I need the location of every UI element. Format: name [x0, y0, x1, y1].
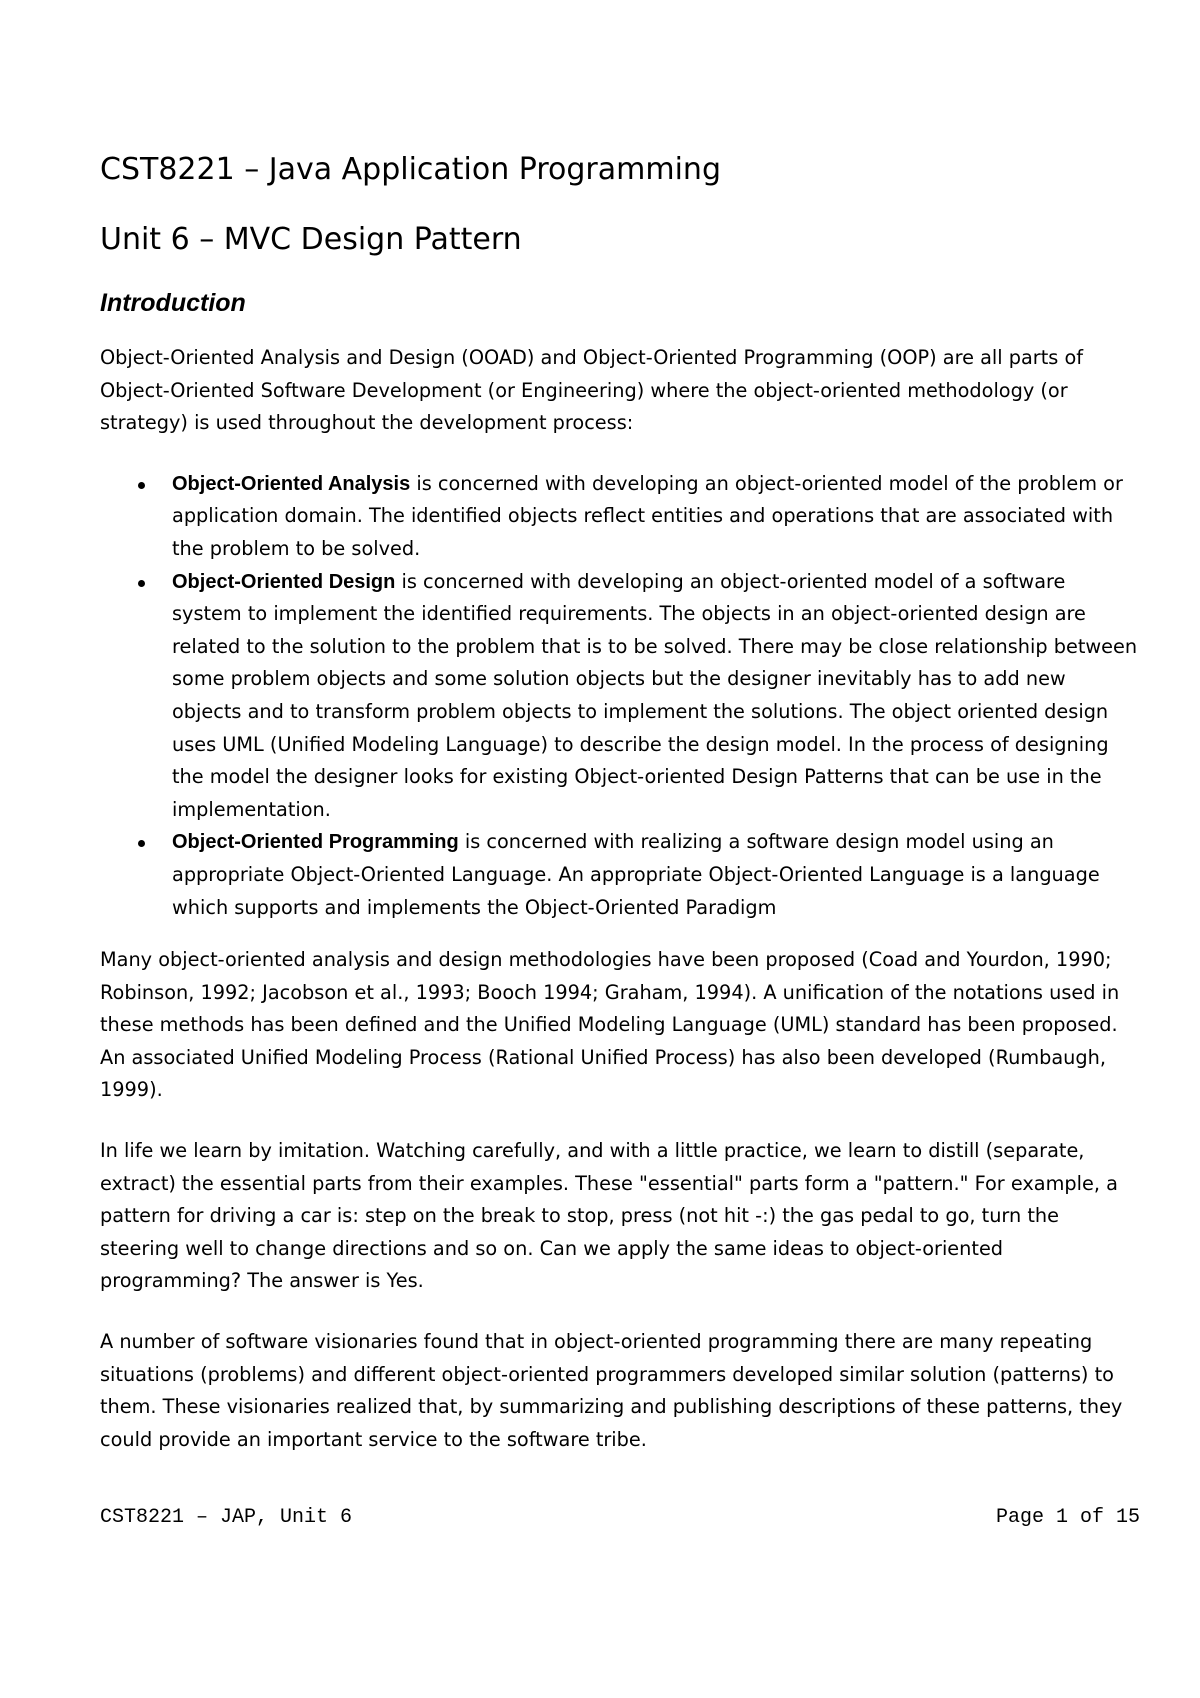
imitation-paragraph: In life we learn by imitation. Watching carefully, and with a little practice, we learn to distill (separate, extract) the essential parts from their examples. These "essential" parts form a "pattern." For example, a pattern for driving a car is: step on the break to stop, press (not hit -:) the gas pedal to go, turn the steering well to change directions and so on. Can we apply the same ideas to object-oriented programming? The answer is Yes. — [100, 1139, 1118, 1293]
page-content — [100, 148, 1140, 1484]
bullet-item-programming — [100, 826, 1140, 924]
intro-paragraph: Object-Oriented Analysis and Design (OOAD) and Object-Oriented Programming (OOP) are all parts of Object-Oriented Software Development (or Engineering) where the object-oriented methodology (or strategy) is used throughout the development process: — [100, 346, 1084, 435]
bullet-icon — [138, 580, 145, 587]
bullet-term: Object-Oriented Analysis — [172, 472, 411, 495]
bullet-text: is concerned with realizing a software design model using an appropriate Object-Oriented Language. An appropriate Object-Oriented Language is a language which supports and implements the Object-Oriented Paradigm — [172, 830, 1100, 919]
bullet-icon — [138, 482, 145, 489]
section-heading: Introduction — [100, 289, 246, 317]
bullet-term: Object-Oriented Design — [172, 570, 396, 593]
bullet-item-design — [100, 566, 1140, 827]
bullet-item-analysis — [100, 468, 1140, 566]
footer-page-number: Page 1 of 15 — [995, 1506, 1140, 1529]
bullet-icon — [138, 840, 145, 847]
visionaries-paragraph: A number of software visionaries found that in object-oriented programming there are many repeating situations (problems) and different object-oriented programmers developed similar solution (patterns) to them. These visionaries realized that, by summarizing and publishing descriptions of these patterns, they could provide an important service to the software tribe. — [100, 1330, 1123, 1451]
footer-course-label: CST8221 – JAP, Unit 6 — [100, 1506, 353, 1529]
course-title: CST8221 – Java Application Programming — [100, 152, 721, 187]
page-footer — [100, 1503, 1140, 1533]
methodologies-paragraph: Many object-oriented analysis and design methodologies have been proposed (Coad and Yourdon, 1990; Robinson, 1992; Jacobson et al., 1993; Booch 1994; Graham, 1994). A unification of the notations used in these methods has been defined and the Unified Modeling Language (UML) standard has been proposed. An associated Unified Modeling Process (Rational Unified Process) has also been developed (Rumbaugh, 1999). — [100, 948, 1120, 1102]
unit-title: Unit 6 – MVC Design Pattern — [100, 222, 522, 257]
bullet-text: is concerned with developing an object-oriented model of the problem or application domain. The identified objects reflect entities and operations that are associated with the problem to be solved. — [172, 471, 1123, 560]
bullet-text: is concerned with developing an object-oriented model of a software system to implement the identified requirements. The objects in an object-oriented design are related to the solution to the problem that is to be solved. There may be close relationship between some problem objects and some solution objects but the designer inevitably has to add new objects and to transform problem objects to implement the solutions. The object oriented design uses UML (Unified Modeling Language) to describe the design model. In the process of designing the model the designer looks for existing Object-oriented Design Patterns that can be use in the implementation. — [172, 569, 1138, 821]
bullet-list — [100, 468, 1140, 924]
bullet-term: Object-Oriented Programming — [172, 831, 459, 854]
